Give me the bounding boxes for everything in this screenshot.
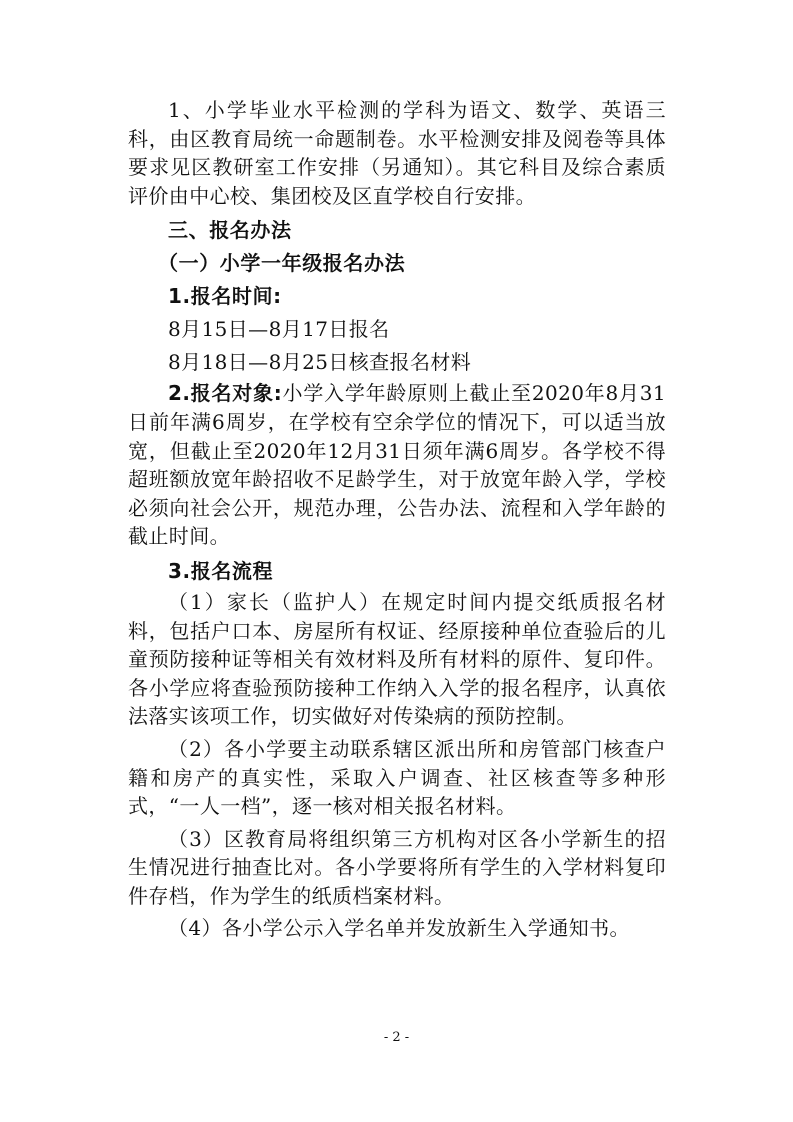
item-heading-registration-process: 3.报名流程 [168, 558, 274, 583]
process-step-2: （2）各小学要主动联系辖区派出所和房管部门核查户籍和房产的真实性，采取入户调查、社区核查等多种形式，“一人一档”，逐一核对相关报名材料。 [128, 736, 666, 819]
item-heading-registration-time: 1.报名时间: [168, 284, 282, 309]
process-step-4: （4）各小学公示入学名单并发放新生入学通知书。 [168, 916, 630, 941]
paragraph-subject-testing: 1、小学毕业水平检测的学科为语文、数学、英语三科，由区教育局统一命题制卷。水平检测安排及阅卷等具体要求见区教研室工作安排（另通知）。其它科目及综合素质评价由中心校、集团校及区直学校自行安排。 [128, 98, 666, 208]
section-heading-registration: 三、报名办法 [168, 218, 292, 243]
document-body [128, 96, 666, 947]
registration-date-line: 8月15日—8月17日报名 [168, 317, 390, 342]
registration-target-body: 小学入学年龄原则上截止至2020年8月31日前年满6周岁，在学校有空余学位的情况下，可以适当放宽，但截止至2020年12月31日须年满6周岁。各学校不得超班额放宽年龄招收不足龄学生，对于放宽年龄入学，学校必须向社会公开，规范办理，公告办法、流程和入学年龄的截止时间。 [128, 381, 666, 549]
process-step-3: （3）区教育局将组织第三方机构对区各小学新生的招生情况进行抽查比对。各小学要将所有学生的入学材料复印件存档，作为学生的纸质档案材料。 [128, 826, 666, 908]
item-lead-registration-target: 2.报名对象: [168, 381, 283, 406]
verification-date-line: 8月18日—8月25日核查报名材料 [168, 350, 472, 375]
subsection-heading-grade1: （一）小学一年级报名办法 [158, 251, 406, 276]
process-step-1: （1）家长（监护人）在规定时间内提交纸质报名材料，包括户口本、房屋所有权证、经原接种单位查验后的儿童预防接种证等相关有效材料及所有材料的原件、复印件。各小学应将查验预防接种工作纳入入学的报名程序，认真依法落实该项工作，切实做好对传染病的预防控制。 [128, 589, 666, 729]
page-number: - 2 - [383, 1030, 410, 1045]
paragraph-registration-target [128, 379, 666, 551]
